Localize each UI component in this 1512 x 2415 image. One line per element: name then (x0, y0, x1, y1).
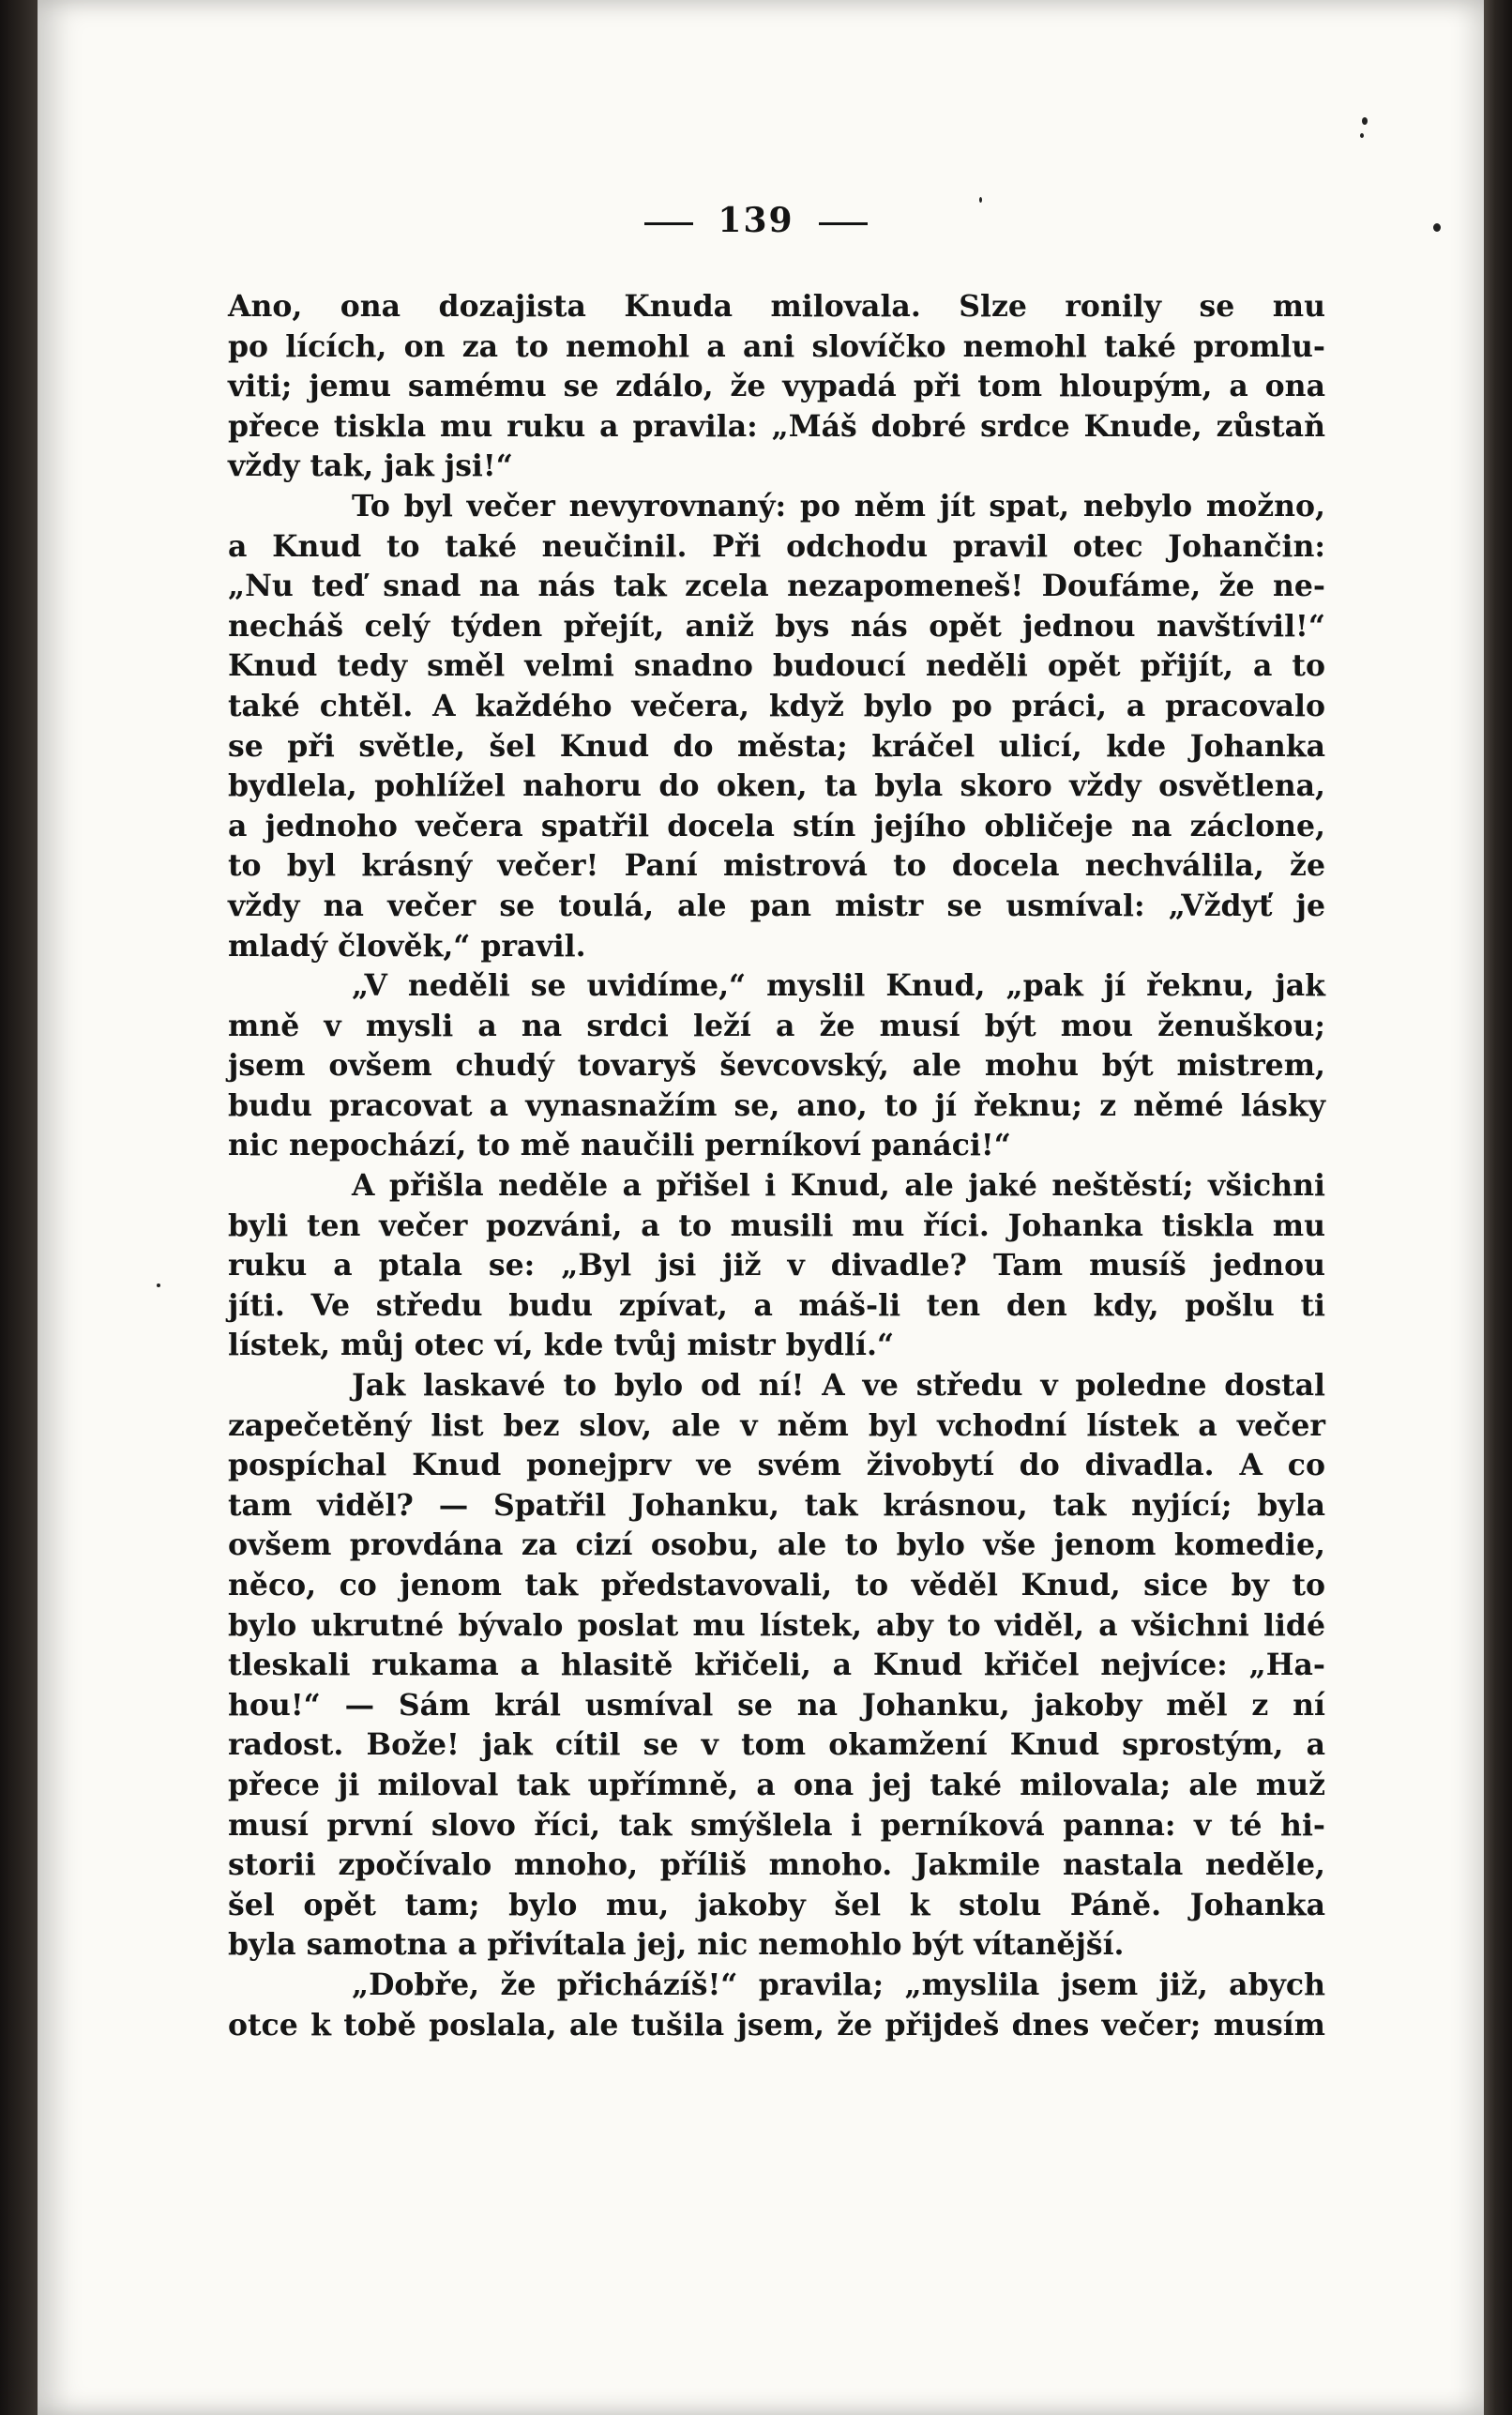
left-dash (644, 222, 693, 225)
body-text (228, 287, 1325, 2045)
text-line: Ano, ona dozajista Knuda milovala. Slze ronily se mu (228, 289, 1325, 324)
text-line: byli ten večer pozváni, a to musili mu říci. Johanka tiskla mu (228, 1208, 1325, 1243)
text-line: vždy tak, jak jsi!“ (228, 448, 513, 484)
text-line: jsem ovšem chudý tovaryš ševcovský, ale mohu být mistrem, (228, 1048, 1325, 1084)
page-number-header (0, 201, 1512, 240)
text-line: nic nepochází, to mě naučili perníkoví panáci!“ (228, 1128, 1011, 1163)
text-line: jíti. Ve středu budu zpívat, a máš-li ten den kdy, pošlu ti (228, 1287, 1325, 1323)
text-line: zapečetěný list bez slov, ale v něm byl vchodní lístek a večer (228, 1407, 1325, 1443)
text-line: radost. Bože! jak cítil se v tom okamžení Knud sprostým, a (228, 1727, 1325, 1763)
text-line: budu pracovat a vynasnažím se, ano, to jí řeknu; z němé lásky (228, 1087, 1325, 1123)
text-line: hou!“ — Sám král usmíval se na Johanku, jakoby měl z ní (228, 1687, 1325, 1723)
text-line: To byl večer nevyrovnaný: po něm jít spat, nebylo možno, (352, 488, 1325, 524)
text-line: tleskali rukama a hlasitě křičeli, a Knud křičel nejvíce: „Ha- (228, 1648, 1325, 1683)
scan-edge-right (1484, 0, 1512, 2415)
text-line: ruku a ptala se: „Byl jsi již v divadle? Tam musíš jednou (228, 1248, 1325, 1283)
page-number: 139 (718, 201, 794, 240)
text-line: to byl krásný večer! Paní mistrová to docela nechválila, že (228, 848, 1325, 884)
text-line: Knud tedy směl velmi snadno budoucí neděli opět přijít, a to (228, 648, 1325, 684)
text-line: necháš celý týden přejít, aniž bys nás opět jednou navštívil!“ (228, 608, 1325, 644)
right-dash (819, 222, 868, 225)
text-line: Jak laskavé to bylo od ní! A ve středu v poledne dostal (352, 1368, 1325, 1404)
text-line: byla samotna a přivítala jej, nic nemohlo být vítanější. (228, 1927, 1125, 1963)
scan-speck (979, 197, 982, 203)
text-line: a Knud to také neučinil. Při odchodu pravil otec Johančin: (228, 528, 1325, 564)
scan-speck (157, 1283, 160, 1287)
text-line: také chtěl. A každého večera, když bylo po práci, a pracovalo (228, 688, 1325, 723)
text-line: po lících, on za to nemohl a ani slovíčko nemohl také promlu- (228, 328, 1325, 364)
scan-speck (1362, 117, 1368, 125)
text-line: „Nu teď snad na nás tak zcela nezapomeneš! Doufáme, že ne- (228, 569, 1325, 604)
text-line: šel opět tam; bylo mu, jakoby šel k stolu Páně. Johanka (228, 1887, 1325, 1922)
text-line: bylo ukrutné bývalo poslat mu lístek, aby to viděl, a všichni lidé (228, 1607, 1325, 1643)
text-line: a jednoho večera spatřil docela stín jejího obličeje na záclone, (228, 808, 1325, 843)
text-line: přece ji miloval tak upřímně, a ona jej také milovala; ale muž (228, 1767, 1325, 1802)
text-line: bydlela, pohlížel nahoru do oken, ta byla skoro vždy osvětlena, (228, 768, 1325, 804)
text-line: storii zpočívalo mnoho, příliš mnoho. Jakmile nastala neděle, (228, 1847, 1325, 1883)
text-line: mně v mysli a na srdci leží a že musí být mou ženuškou; (228, 1008, 1325, 1043)
text-line: lístek, můj otec ví, kde tvůj mistr bydlí.“ (228, 1328, 895, 1363)
text-line: A přišla neděle a přišel i Knud, ale jaké neštěstí; všichni (352, 1168, 1325, 1204)
text-line: musí první slovo říci, tak smýšlela i perníková panna: v té hi- (228, 1807, 1325, 1843)
text-line: mladý člověk,“ pravil. (228, 928, 586, 964)
text-line: se při světle, šel Knud do města; kráčel ulicí, kde Johanka (228, 728, 1325, 764)
text-line: „V neděli se uvidíme,“ myslil Knud, „pak jí řeknu, jak (352, 968, 1325, 1004)
text-line: vždy na večer se toulá, ale pan mistr se usmíval: „Vždyť je (228, 888, 1325, 923)
text-line: viti; jemu samému se zdálo, že vypadá při tom hloupým, a ona (228, 369, 1325, 404)
text-line: tam viděl? — Spatřil Johanku, tak krásnou, tak nyjící; byla (228, 1487, 1325, 1523)
scan-speck (1360, 133, 1364, 138)
scan-edge-left (0, 0, 38, 2415)
text-line: „Dobře, že přicházíš!“ pravila; „myslila jsem již, abych (352, 1967, 1325, 2002)
scan-speck (1433, 223, 1441, 232)
text-line: pospíchal Knud ponejprv ve svém živobytí do divadla. A co (228, 1448, 1325, 1483)
text-line: ovšem provdána za cizí osobu, ale to bylo vše jenom komedie, (228, 1527, 1325, 1563)
text-line: přece tiskla mu ruku a pravila: „Máš dobré srdce Knude, zůstaň (228, 408, 1325, 444)
text-line: něco, co jenom tak představovali, to věděl Knud, sice by to (228, 1568, 1325, 1602)
text-line: otce k tobě poslala, ale tušila jsem, že přijdeš dnes večer; musím (228, 2007, 1325, 2043)
